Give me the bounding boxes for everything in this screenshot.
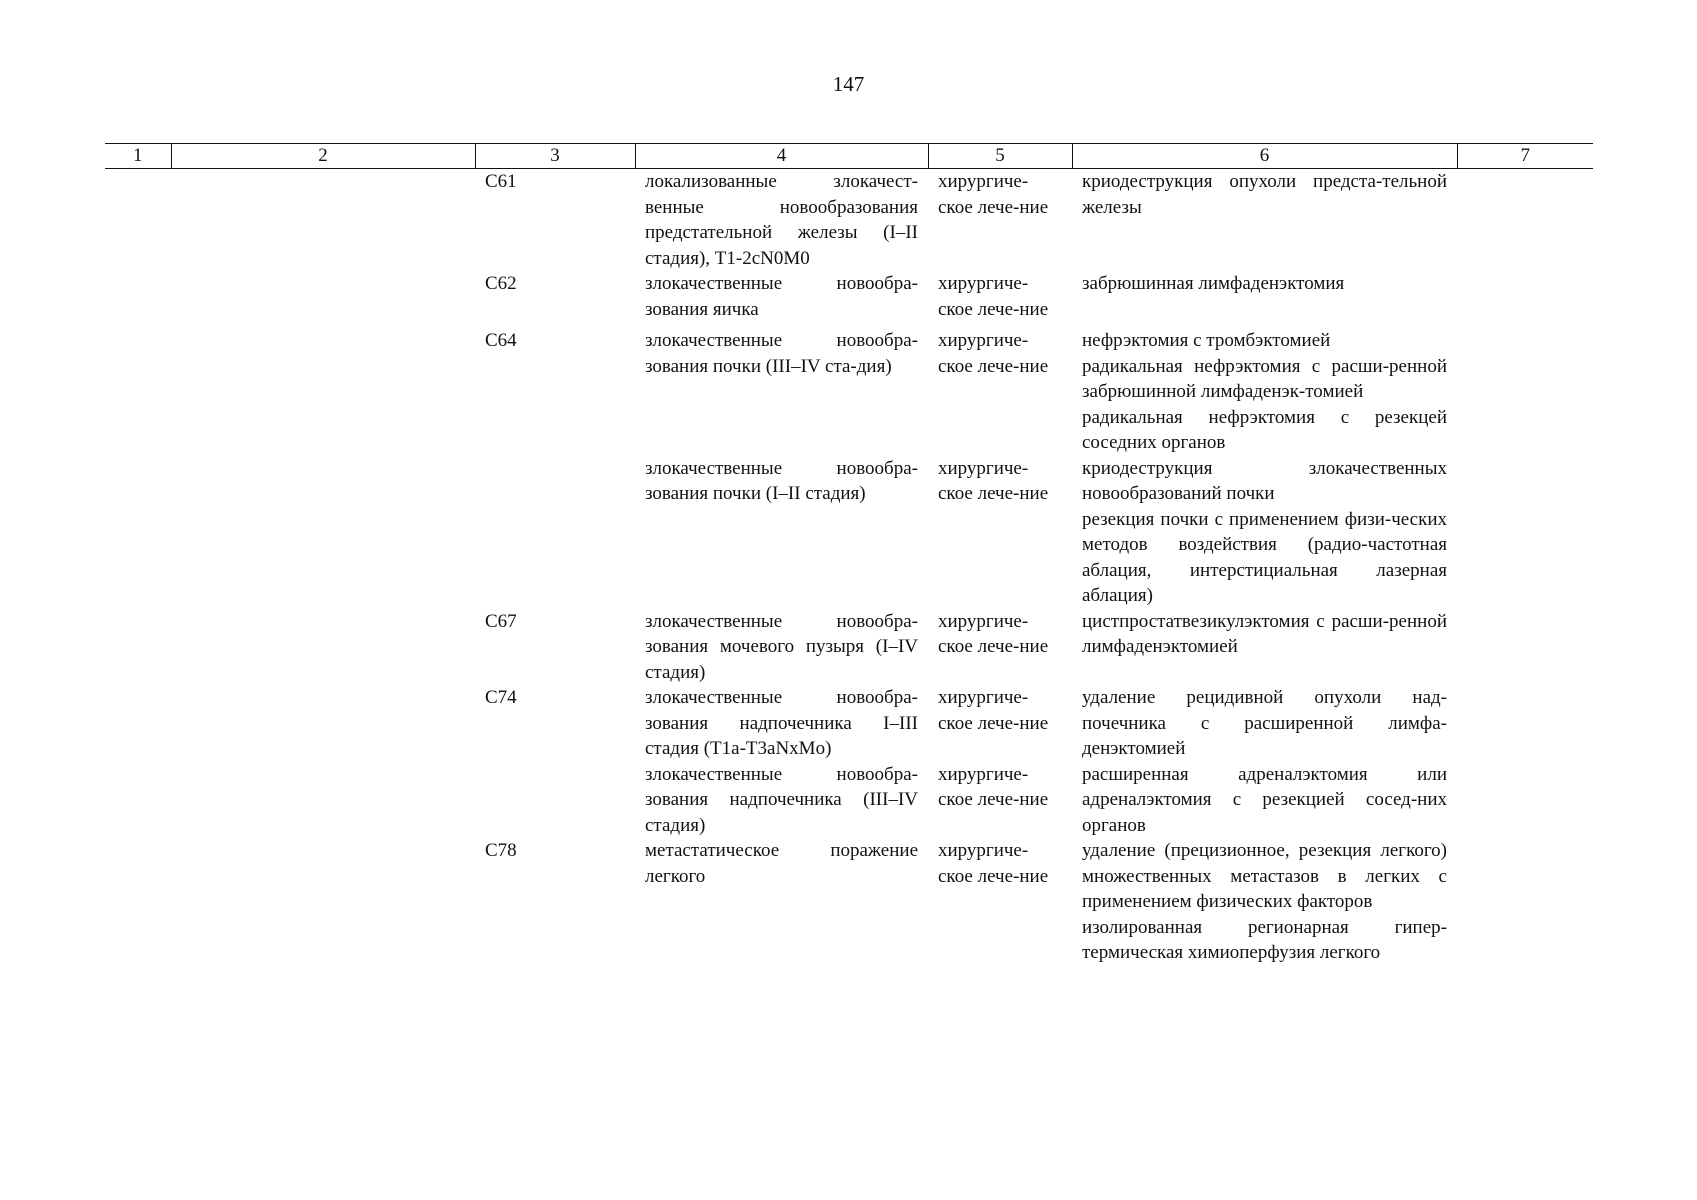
treatment-type: хирургиче-ское лече-ние <box>938 330 1049 377</box>
treatment-method: удаление (прецизионное, резекция легкого) множественных метастазов в легких с применением физических факторов <box>1082 840 1447 912</box>
diagnosis-text: злокачественные новообра-зования почки (III–IV ста-дия) <box>645 330 918 377</box>
treatment-method: радикальная нефрэктомия с расши-ренной забрюшинной лимфаденэк-томией <box>1082 355 1447 402</box>
table-row <box>105 685 1593 762</box>
page-number: 147 <box>832 72 865 96</box>
diagnosis-code: C64 <box>485 330 517 351</box>
diagnosis-code: C61 <box>485 171 517 192</box>
treatment-methods <box>1072 322 1457 456</box>
column-header-3: 3 <box>475 144 635 169</box>
diagnosis-text: злокачественные новообра-зования мочевого пузыря (I–IV стадия) <box>645 610 918 683</box>
treatment-methods <box>1072 609 1457 686</box>
diagnosis-text: злокачественные новообра-зования надпочечника (III–IV стадия) <box>645 763 918 836</box>
treatment-type: хирургиче-ское лече-ние <box>938 273 1049 320</box>
table-row <box>105 762 1593 839</box>
column-header-1: 1 <box>105 144 171 169</box>
treatment-method: расширенная адреналэктомия или адреналэктомия с резекцией сосед-них органов <box>1082 763 1447 836</box>
diagnosis-code: C78 <box>485 840 517 861</box>
diagnosis-text: злокачественные новообра-зования надпочечника I–III стадия (T1a-T3aNxMo) <box>645 687 918 759</box>
treatment-table <box>105 143 1593 966</box>
diagnosis-code: C62 <box>485 273 517 294</box>
column-header-6: 6 <box>1072 144 1457 169</box>
table-row <box>105 169 1593 272</box>
diagnosis-text: злокачественные новообра-зования яичка <box>645 273 918 320</box>
treatment-methods <box>1072 685 1457 762</box>
diagnosis-text: злокачественные новообра-зования почки (I–II стадия) <box>645 457 918 504</box>
diagnosis-code <box>475 456 635 609</box>
treatment-methods <box>1072 838 1457 966</box>
treatment-method: радикальная нефрэктомия с резекцей соседних органов <box>1082 406 1447 453</box>
diagnosis-code <box>475 762 635 839</box>
diagnosis-code: C67 <box>485 610 517 632</box>
treatment-method: забрюшинная лимфаденэктомия <box>1082 273 1345 294</box>
treatment-type: хирургиче-ское лече-ние <box>938 610 1049 657</box>
treatment-method: криодеструкция опухоли предста-тельной железы <box>1082 171 1447 218</box>
diagnosis-code: C74 <box>485 687 517 708</box>
diagnosis-text: метастатическое поражение легкого <box>645 840 918 887</box>
column-number-row <box>105 144 1593 169</box>
treatment-methods <box>1072 169 1457 272</box>
table-row <box>105 456 1593 609</box>
column-header-5: 5 <box>928 144 1072 169</box>
treatment-method: криодеструкция злокачественных новообразований почки <box>1082 457 1447 504</box>
treatment-type: хирургиче-ское лече-ние <box>938 763 1049 810</box>
column-header-2: 2 <box>171 144 475 169</box>
treatment-type: хирургиче-ское лече-ние <box>938 840 1049 887</box>
column-header-4: 4 <box>635 144 928 169</box>
table-row <box>105 609 1593 686</box>
treatment-type: хирургиче-ское лече-ние <box>938 171 1049 218</box>
treatment-method: резекция почки с применением физи-ческих методов воздействия (радио-частотная аблация, интерстициальная лазерная аблация) <box>1082 508 1447 606</box>
treatment-type: хирургиче-ское лече-ние <box>938 687 1049 734</box>
treatment-methods <box>1072 271 1457 322</box>
treatment-type: хирургиче-ское лече-ние <box>938 457 1049 504</box>
treatment-method: удаление рецидивной опухоли над-почечника с расширенной лимфа-денэктомией <box>1082 687 1447 759</box>
treatment-method: цистпростатвезикулэктомия с расши-ренной лимфаденэктомией <box>1082 610 1447 657</box>
treatment-method: нефрэктомия с тромбэктомией <box>1082 330 1331 351</box>
column-header-7: 7 <box>1457 144 1593 169</box>
table-row <box>105 271 1593 322</box>
treatment-methods <box>1072 762 1457 839</box>
table-row <box>105 322 1593 456</box>
table-row <box>105 838 1593 966</box>
diagnosis-text: локализованные злокачест-венные новообразования предстательной железы (I–II стадия), T1-2cN0M0 <box>645 171 918 269</box>
treatment-methods <box>1072 456 1457 609</box>
treatment-method: изолированная регионарная гипер-термическая химиоперфузия легкого <box>1082 916 1447 963</box>
